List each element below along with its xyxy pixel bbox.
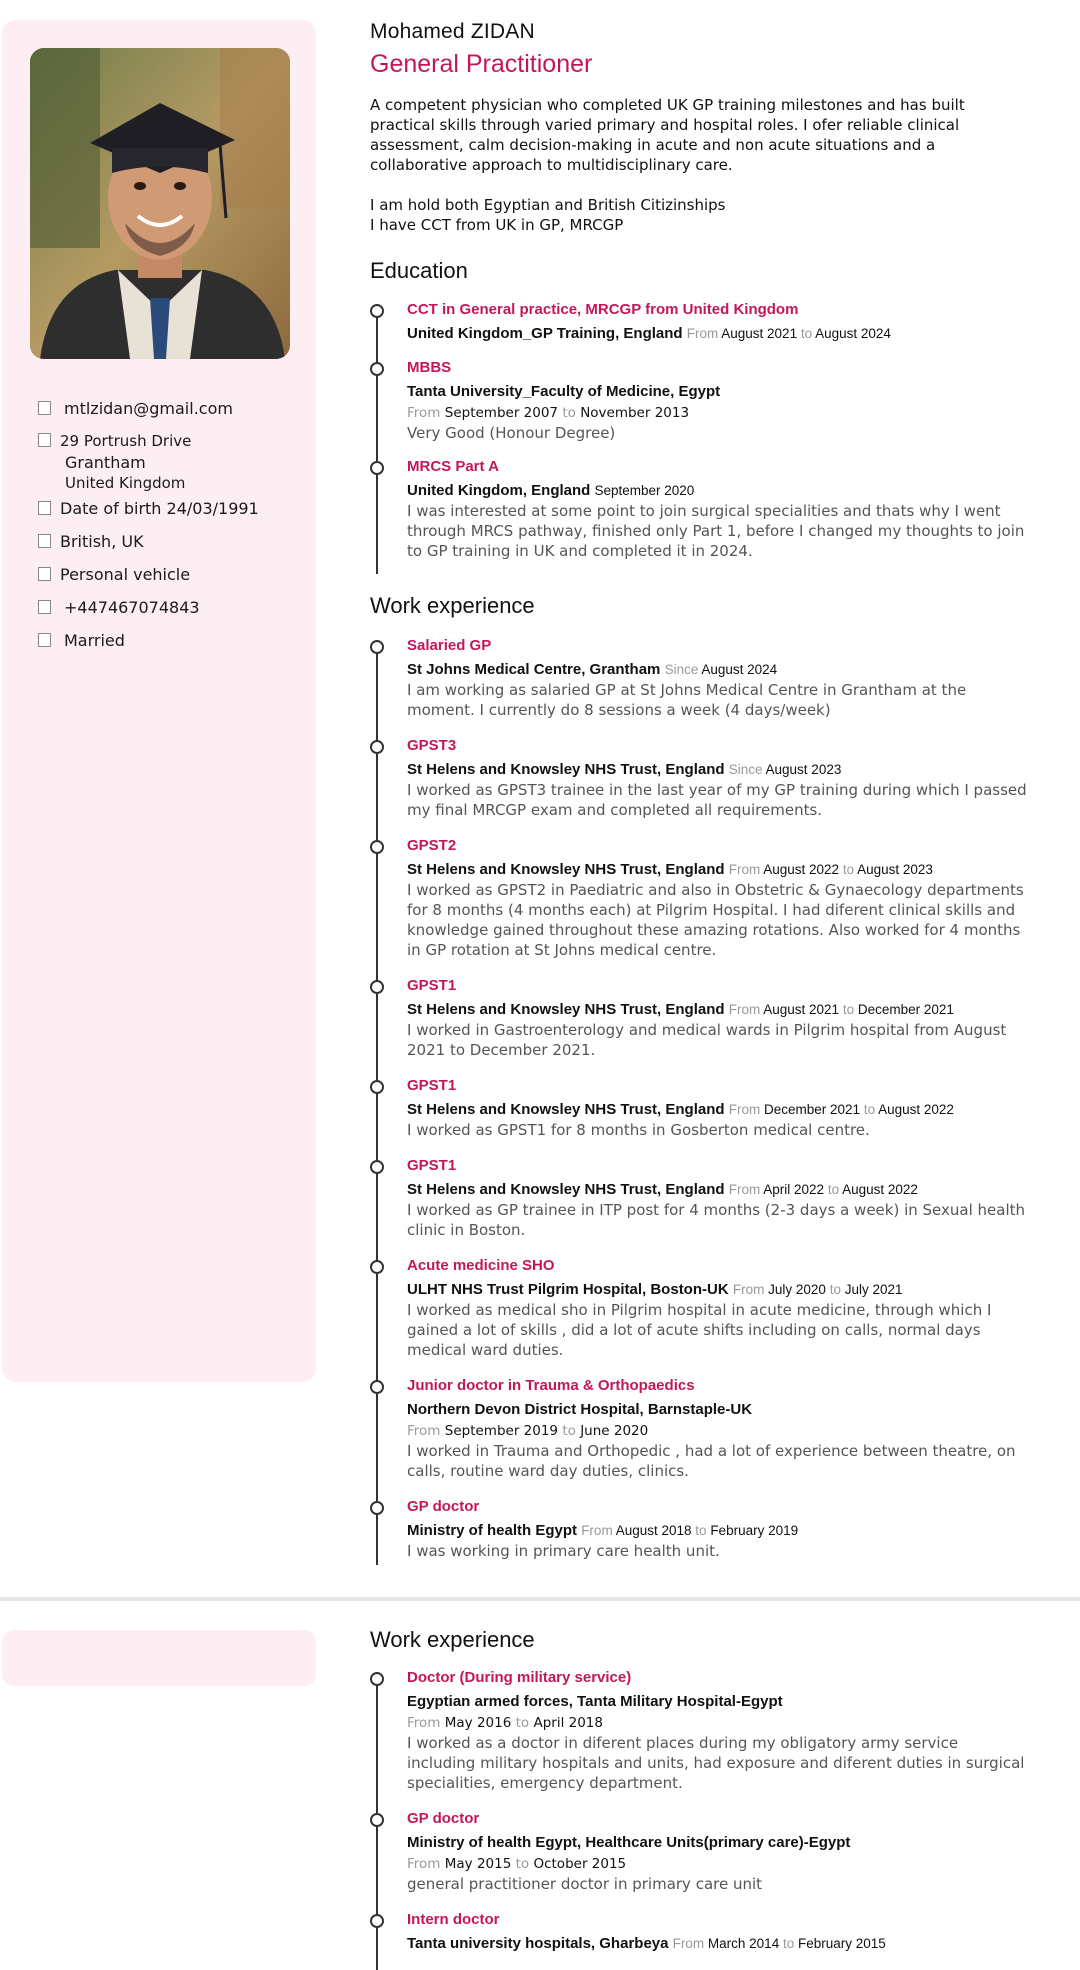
date-label: From xyxy=(407,1423,441,1439)
entry-description: I was working in primary care health unit. xyxy=(407,1542,720,1560)
date-separator: to xyxy=(827,1182,840,1197)
entry-description: I worked as GPST3 trainee in the last year of my GP training during which I passed my final MRCGP exam and completed all requirements. xyxy=(407,781,1027,819)
entry-description: I worked as a doctor in diferent places during my obligatory army service including military hospitals and units, had exposure and diferent duties in surgical specialities, emergency department. xyxy=(407,1734,1025,1792)
person-name: Mohamed ZIDAN xyxy=(370,20,535,43)
profile-summary xyxy=(370,95,1026,235)
timeline-entry xyxy=(370,1668,1030,1793)
organization-name: Northern Devon District Hospital, Barnstaple-UK xyxy=(407,1401,753,1418)
contact-nationality xyxy=(34,531,304,552)
date-separator: to xyxy=(562,1423,576,1439)
marital-text: Married xyxy=(64,631,125,650)
start-date: July 2020 xyxy=(768,1282,826,1297)
end-date: February 2019 xyxy=(710,1523,799,1538)
end-date: December 2021 xyxy=(857,1002,954,1017)
entry-dates xyxy=(407,1715,603,1731)
entry-organization xyxy=(407,323,1030,344)
date-label: From xyxy=(581,1523,613,1538)
address-line-2: Grantham xyxy=(65,453,146,472)
timeline-dot-icon xyxy=(370,1672,384,1686)
date-label: From xyxy=(407,405,441,421)
date-separator: to xyxy=(695,1523,707,1538)
organization-name: Ministry of health Egypt xyxy=(407,1522,578,1539)
car-icon xyxy=(38,567,51,581)
timeline-dot-icon xyxy=(370,1260,384,1274)
timeline-entry xyxy=(370,1910,1030,1954)
start-date: August 2024 xyxy=(701,662,778,677)
entry-title: MBBS xyxy=(407,359,452,376)
entry-dates xyxy=(581,1523,798,1538)
date-separator: to xyxy=(515,1856,530,1872)
entry-organization xyxy=(407,480,1030,501)
entry-description: I was interested at some point to join surgical specialities and thats why I went through MRCS pathway, finished only Part 1, before I changed my thoughts to join to GP training in UK and completed it in 2024. xyxy=(407,502,1025,560)
citizenship-line: I am hold both Egyptian and British Citizinships xyxy=(370,196,726,214)
entry-description: I am working as salaried GP at St Johns Medical Centre in Grantham at the moment. I currently do 8 sessions a week (4 days/week) xyxy=(407,681,967,719)
end-date: April 2018 xyxy=(533,1715,603,1731)
entry-title: GPST2 xyxy=(407,837,457,854)
date-separator: to xyxy=(562,405,576,421)
contact-vehicle xyxy=(34,564,304,585)
contact-email xyxy=(34,398,304,419)
entry-organization xyxy=(407,1691,1030,1712)
date-separator: to xyxy=(515,1715,530,1731)
entry-dates xyxy=(733,1282,903,1297)
organization-name: ULHT NHS Trust Pilgrim Hospital, Boston-UK xyxy=(407,1281,729,1298)
entry-organization xyxy=(407,381,1030,402)
entry-title: Acute medicine SHO xyxy=(407,1257,555,1274)
start-date: September 2019 xyxy=(444,1423,559,1439)
entry-title: GPST1 xyxy=(407,1077,457,1094)
organization-name: United Kingdom_GP Training, England xyxy=(407,325,683,342)
end-date: November 2013 xyxy=(580,405,690,421)
timeline-entry xyxy=(370,636,1030,720)
organization-name: Egyptian armed forces, Tanta Military Hospital-Egypt xyxy=(407,1693,783,1710)
entry-dates xyxy=(729,762,842,777)
entry-description: I worked as GP trainee in ITP post for 4 months (2-3 days a week) in Sexual health clinic in Boston. xyxy=(407,1201,1026,1239)
ring-icon xyxy=(38,633,51,647)
entry-organization xyxy=(407,1520,1030,1541)
entry-dates xyxy=(407,405,689,421)
timeline-dot-icon xyxy=(370,1080,384,1094)
timeline-dot-icon xyxy=(370,740,384,754)
organization-name: St Helens and Knowsley NHS Trust, England xyxy=(407,761,725,778)
entry-date-row xyxy=(407,1712,1030,1733)
entry-description: I worked in Trauma and Orthopedic , had a lot of experience between theatre, on calls, routine ward day duties, clinics. xyxy=(407,1442,1016,1480)
organization-name: St Helens and Knowsley NHS Trust, England xyxy=(407,1101,725,1118)
date-separator: to xyxy=(800,326,813,341)
timeline-entry xyxy=(370,358,1030,443)
organization-name: Tanta University_Faculty of Medicine, Egypt xyxy=(407,383,721,400)
entry-description: I worked as medical sho in Pilgrim hospital in acute medicine, through which I gained a lot of skills , did a lot of acute shifts including on calls, normal days medical ward duties. xyxy=(407,1301,992,1359)
timeline-entry xyxy=(370,1497,1030,1561)
date-label: Since xyxy=(664,662,699,677)
flag-icon xyxy=(38,534,51,548)
date-separator: to xyxy=(842,862,855,877)
date-label: From xyxy=(728,1102,761,1117)
nationality-text: British, UK xyxy=(60,532,144,551)
entry-dates xyxy=(407,1856,626,1872)
entry-title: Doctor (During military service) xyxy=(407,1669,632,1686)
entry-title: Intern doctor xyxy=(407,1911,500,1928)
entry-title: Salaried GP xyxy=(407,637,492,654)
start-date: December 2021 xyxy=(764,1102,861,1117)
organization-name: St Helens and Knowsley NHS Trust, England xyxy=(407,1001,725,1018)
end-date: August 2023 xyxy=(857,862,933,877)
entry-title: MRCS Part A xyxy=(407,458,499,475)
end-date: July 2021 xyxy=(844,1282,903,1297)
entry-description: Very Good (Honour Degree) xyxy=(407,424,616,442)
birthday-icon xyxy=(38,501,51,515)
timeline-dot-icon xyxy=(370,1160,384,1174)
end-date: February 2015 xyxy=(798,1936,886,1951)
entry-organization xyxy=(407,759,1030,780)
entry-title: GPST1 xyxy=(407,1157,457,1174)
entry-title: GP doctor xyxy=(407,1498,480,1515)
start-date: September 2007 xyxy=(444,405,559,421)
date-label: From xyxy=(407,1856,441,1872)
profile-photo xyxy=(30,48,290,359)
entry-organization xyxy=(407,1279,1030,1300)
entry-description: general practitioner doctor in primary care unit xyxy=(407,1875,763,1893)
contact-phone xyxy=(34,597,304,618)
address-icon xyxy=(38,433,51,447)
entry-organization xyxy=(407,999,1030,1020)
timeline-entry xyxy=(370,457,1030,561)
entry-organization xyxy=(407,1933,1030,1954)
timeline-dot-icon xyxy=(370,1914,384,1928)
entry-dates xyxy=(729,1102,954,1117)
end-date: October 2015 xyxy=(533,1856,627,1872)
date-label: From xyxy=(732,1282,765,1297)
contact-address xyxy=(34,430,304,494)
work-timeline xyxy=(370,636,1030,1577)
entry-description: I worked as GPST1 for 8 months in Gosberton medical centre. xyxy=(407,1121,870,1139)
section-title-education: Education xyxy=(370,258,468,283)
start-date: March 2014 xyxy=(707,1936,780,1951)
timeline-dot-icon xyxy=(370,461,384,475)
dob-text: Date of birth 24/03/1991 xyxy=(60,499,259,518)
timeline-entry xyxy=(370,976,1030,1060)
cv-page-2 xyxy=(0,1600,1080,1966)
entry-description: I worked in Gastroenterology and medical wards in Pilgrim hospital from August 2021 to December 2021. xyxy=(407,1021,1007,1059)
organization-name: Ministry of health Egypt, Healthcare Units(primary care)-Egypt xyxy=(407,1834,851,1851)
start-date: August 2023 xyxy=(765,762,842,777)
education-timeline xyxy=(370,300,1030,577)
date-label: From xyxy=(728,862,761,877)
phone-text: +447467074843 xyxy=(64,598,200,617)
entry-organization xyxy=(407,1099,1030,1120)
phone-icon xyxy=(38,600,51,614)
entry-dates xyxy=(687,326,891,341)
entry-title: CCT in General practice, MRCGP from United Kingdom xyxy=(407,301,799,318)
date-separator: to xyxy=(842,1002,855,1017)
date-separator: to xyxy=(782,1936,795,1951)
start-date: August 2018 xyxy=(615,1523,692,1538)
date-label: From xyxy=(728,1002,761,1017)
timeline-dot-icon xyxy=(370,362,384,376)
start-date: May 2016 xyxy=(444,1715,512,1731)
timeline-dot-icon xyxy=(370,1813,384,1827)
date-separator: to xyxy=(829,1282,841,1297)
entry-organization xyxy=(407,859,1030,880)
timeline-entry xyxy=(370,300,1030,344)
entry-dates xyxy=(729,1002,954,1017)
start-date: August 2021 xyxy=(763,1002,840,1017)
qualification-line: I have CCT from UK in GP, MRCGP xyxy=(370,216,624,234)
address-line-1: 29 Portrush Drive xyxy=(60,432,192,450)
work-timeline-continued xyxy=(370,1668,1030,1970)
start-date: May 2015 xyxy=(444,1856,512,1872)
entry-organization xyxy=(407,1179,1030,1200)
contact-marital xyxy=(34,630,304,651)
email-icon xyxy=(38,401,51,415)
entry-dates xyxy=(673,1936,886,1951)
start-date: April 2022 xyxy=(763,1182,825,1197)
entry-organization xyxy=(407,659,1030,680)
job-title: General Practitioner xyxy=(370,50,593,78)
timeline-entry xyxy=(370,1076,1030,1140)
entry-description: I worked as GPST2 in Paediatric and also in Obstetric & Gynaecology departments for 8 months (4 months each) at Pilgrim Hospital. I had diferent clinical skills and knowledge gained throughout these amazing rotations. Also worked for 4 months in GP rotation at St Johns medical centre. xyxy=(407,881,1024,959)
date-separator: to xyxy=(863,1102,876,1117)
date-label: From xyxy=(728,1182,761,1197)
section-title-work: Work experience xyxy=(370,593,535,618)
timeline-dot-icon xyxy=(370,1380,384,1394)
date-label: From xyxy=(686,326,719,341)
timeline-dot-icon xyxy=(370,304,384,318)
timeline-dot-icon xyxy=(370,1501,384,1515)
timeline-entry xyxy=(370,1256,1030,1360)
entry-title: GPST1 xyxy=(407,977,457,994)
entry-date: September 2020 xyxy=(594,483,695,498)
timeline-entry xyxy=(370,1376,1030,1481)
entry-dates xyxy=(407,1423,648,1439)
vehicle-text: Personal vehicle xyxy=(60,565,191,584)
address-line-3: United Kingdom xyxy=(65,474,186,492)
organization-name: United Kingdom, England xyxy=(407,482,591,499)
entry-date-row xyxy=(407,1420,1030,1441)
start-date: August 2021 xyxy=(721,326,798,341)
sidebar xyxy=(2,1630,316,1686)
entry-dates xyxy=(595,483,695,498)
start-date: August 2022 xyxy=(763,862,840,877)
timeline-entry xyxy=(370,1809,1030,1894)
section-title-work-continued: Work experience xyxy=(370,1627,535,1652)
timeline-entry xyxy=(370,1156,1030,1240)
contact-dob xyxy=(34,498,304,519)
entry-dates xyxy=(729,1182,918,1197)
entry-title: GPST3 xyxy=(407,737,457,754)
entry-date-row xyxy=(407,402,1030,423)
entry-organization xyxy=(407,1832,1030,1853)
organization-name: St Helens and Knowsley NHS Trust, England xyxy=(407,861,725,878)
organization-name: Tanta university hospitals, Gharbeya xyxy=(407,1935,669,1952)
organization-name: St Helens and Knowsley NHS Trust, England xyxy=(407,1181,725,1198)
date-label: From xyxy=(407,1715,441,1731)
contact-details xyxy=(34,398,304,662)
timeline-dot-icon xyxy=(370,840,384,854)
entry-title: Junior doctor in Trauma & Orthopaedics xyxy=(407,1377,695,1394)
end-date: August 2024 xyxy=(815,326,891,341)
timeline-entry xyxy=(370,736,1030,820)
email-text: mtlzidan@gmail.com xyxy=(64,399,233,418)
timeline-dot-icon xyxy=(370,980,384,994)
date-label: From xyxy=(672,1936,705,1951)
entry-dates xyxy=(729,862,933,877)
summary-paragraph: A competent physician who completed UK GP training milestones and has built practical skills through varied primary and hospital roles. I ofer reliable clinical assessment, calm decision-making in acute and non acute situations and a collaborative approach to multidisciplinary care. xyxy=(370,96,965,174)
entry-dates xyxy=(665,662,778,677)
entry-title: GP doctor xyxy=(407,1810,480,1827)
date-label: Since xyxy=(728,762,763,777)
entry-date-row xyxy=(407,1853,1030,1874)
timeline-dot-icon xyxy=(370,640,384,654)
timeline-entry xyxy=(370,836,1030,960)
organization-name: St Johns Medical Centre, Grantham xyxy=(407,661,661,678)
end-date: June 2020 xyxy=(580,1423,649,1439)
entry-organization xyxy=(407,1399,1030,1420)
end-date: August 2022 xyxy=(878,1102,954,1117)
end-date: August 2022 xyxy=(842,1182,918,1197)
